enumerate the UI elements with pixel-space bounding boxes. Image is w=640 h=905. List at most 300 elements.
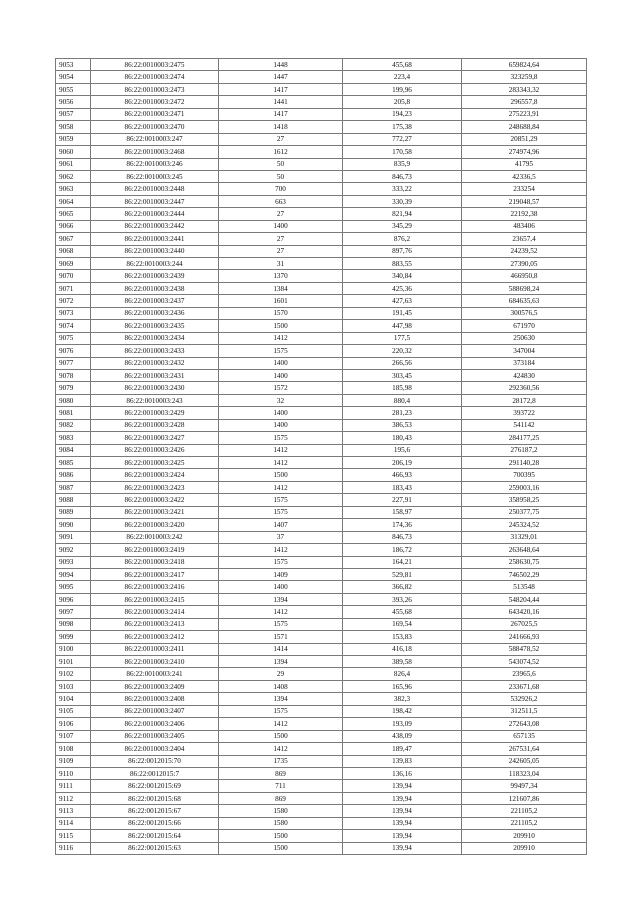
rate-cell: 194,23: [343, 108, 462, 120]
table-row: [56, 394, 587, 406]
value-cell: 209910: [462, 830, 587, 842]
row-number-cell: 9056: [56, 96, 91, 108]
value-cell: 483406: [462, 220, 587, 232]
row-number-cell: 9079: [56, 382, 91, 394]
rate-cell: 174,36: [343, 519, 462, 531]
rate-cell: 223,4: [343, 71, 462, 83]
table-row: [56, 457, 587, 469]
area-cell: 27: [219, 208, 343, 220]
rate-cell: 177,5: [343, 332, 462, 344]
rate-cell: 455,68: [343, 59, 462, 71]
row-number-cell: 9073: [56, 307, 91, 319]
value-cell: 643420,16: [462, 606, 587, 618]
cadastral-number-cell: 86:22:0010003:244: [91, 258, 219, 270]
area-cell: 1414: [219, 643, 343, 655]
rate-cell: 382,3: [343, 693, 462, 705]
area-cell: 711: [219, 780, 343, 792]
table-row: [56, 718, 587, 730]
value-cell: 274974,96: [462, 146, 587, 158]
rate-cell: 206,19: [343, 457, 462, 469]
row-number-cell: 9075: [56, 332, 91, 344]
table-row: [56, 146, 587, 158]
rate-cell: 427,63: [343, 295, 462, 307]
area-cell: 1575: [219, 618, 343, 630]
cadastral-number-cell: 86:22:0010003:2425: [91, 457, 219, 469]
table-row: [56, 71, 587, 83]
rate-cell: 386,53: [343, 419, 462, 431]
row-number-cell: 9059: [56, 133, 91, 145]
row-number-cell: 9109: [56, 755, 91, 767]
rate-cell: 191,45: [343, 307, 462, 319]
area-cell: 1400: [219, 419, 343, 431]
row-number-cell: 9062: [56, 170, 91, 182]
area-cell: 1417: [219, 83, 343, 95]
value-cell: 588698,24: [462, 282, 587, 294]
area-cell: 27: [219, 133, 343, 145]
cadastral-number-cell: 86:22:0010003:2435: [91, 320, 219, 332]
value-cell: 263648,64: [462, 544, 587, 556]
area-cell: 27: [219, 233, 343, 245]
rate-cell: 772,27: [343, 133, 462, 145]
value-cell: 548204,44: [462, 593, 587, 605]
rate-cell: 139,94: [343, 817, 462, 829]
row-number-cell: 9064: [56, 195, 91, 207]
cadastral-number-cell: 86:22:0010003:2411: [91, 643, 219, 655]
row-number-cell: 9061: [56, 158, 91, 170]
rate-cell: 455,68: [343, 606, 462, 618]
row-number-cell: 9084: [56, 444, 91, 456]
rate-cell: 199,96: [343, 83, 462, 95]
table-row: [56, 680, 587, 692]
value-cell: 424830: [462, 369, 587, 381]
table-row: [56, 606, 587, 618]
row-number-cell: 9106: [56, 718, 91, 730]
rate-cell: 266,56: [343, 357, 462, 369]
row-number-cell: 9060: [56, 146, 91, 158]
value-cell: 671970: [462, 320, 587, 332]
area-cell: 1400: [219, 357, 343, 369]
value-cell: 393722: [462, 407, 587, 419]
value-cell: 657135: [462, 730, 587, 742]
area-cell: 1412: [219, 481, 343, 493]
area-cell: 1575: [219, 705, 343, 717]
table-row: [56, 183, 587, 195]
area-cell: 1500: [219, 830, 343, 842]
cadastral-number-cell: 86:22:0012015:67: [91, 805, 219, 817]
cadastral-number-cell: 86:22:0010003:2427: [91, 432, 219, 444]
data-table: [55, 58, 587, 855]
area-cell: 1735: [219, 755, 343, 767]
cadastral-number-cell: 86:22:0010003:2439: [91, 270, 219, 282]
rate-cell: 303,45: [343, 369, 462, 381]
table-row: [56, 270, 587, 282]
row-number-cell: 9108: [56, 743, 91, 755]
table-row: [56, 544, 587, 556]
value-cell: 221105,2: [462, 817, 587, 829]
cadastral-number-cell: 86:22:0010003:2415: [91, 593, 219, 605]
row-number-cell: 9087: [56, 481, 91, 493]
row-number-cell: 9111: [56, 780, 91, 792]
area-cell: 1500: [219, 730, 343, 742]
table-row: [56, 444, 587, 456]
row-number-cell: 9107: [56, 730, 91, 742]
cadastral-number-cell: 86:22:0010003:241: [91, 668, 219, 680]
table-row: [56, 842, 587, 854]
row-number-cell: 9095: [56, 581, 91, 593]
area-cell: 1448: [219, 59, 343, 71]
value-cell: 22192,38: [462, 208, 587, 220]
table-row: [56, 320, 587, 332]
value-cell: 347004: [462, 345, 587, 357]
area-cell: 1447: [219, 71, 343, 83]
cadastral-number-cell: 86:22:0010003:2414: [91, 606, 219, 618]
table-row: [56, 357, 587, 369]
rate-cell: 425,36: [343, 282, 462, 294]
rate-cell: 340,84: [343, 270, 462, 282]
table-row: [56, 469, 587, 481]
cadastral-number-cell: 86:22:0010003:2417: [91, 568, 219, 580]
area-cell: 1394: [219, 693, 343, 705]
area-cell: 1575: [219, 506, 343, 518]
area-cell: 1500: [219, 469, 343, 481]
rate-cell: 198,42: [343, 705, 462, 717]
rate-cell: 193,09: [343, 718, 462, 730]
cadastral-number-cell: 86:22:0010003:2437: [91, 295, 219, 307]
value-cell: 242605,05: [462, 755, 587, 767]
row-number-cell: 9066: [56, 220, 91, 232]
area-cell: 1412: [219, 457, 343, 469]
row-number-cell: 9067: [56, 233, 91, 245]
cadastral-number-cell: 86:22:0010003:2436: [91, 307, 219, 319]
rate-cell: 195,6: [343, 444, 462, 456]
table-row: [56, 494, 587, 506]
table-row: [56, 258, 587, 270]
cadastral-number-cell: 86:22:0010003:2438: [91, 282, 219, 294]
cadastral-number-cell: 86:22:0010003:2428: [91, 419, 219, 431]
area-cell: 1580: [219, 805, 343, 817]
cadastral-number-cell: 86:22:0012015:64: [91, 830, 219, 842]
table-row: [56, 96, 587, 108]
rate-cell: 139,94: [343, 830, 462, 842]
value-cell: 373184: [462, 357, 587, 369]
table-row: [56, 195, 587, 207]
rate-cell: 189,47: [343, 743, 462, 755]
table-row: [56, 83, 587, 95]
value-cell: 312511,5: [462, 705, 587, 717]
rate-cell: 136,16: [343, 767, 462, 779]
row-number-cell: 9072: [56, 295, 91, 307]
rate-cell: 186,72: [343, 544, 462, 556]
row-number-cell: 9081: [56, 407, 91, 419]
table-row: [56, 767, 587, 779]
table-row: [56, 307, 587, 319]
table-row: [56, 220, 587, 232]
value-cell: 233254: [462, 183, 587, 195]
row-number-cell: 9083: [56, 432, 91, 444]
value-cell: 241666,93: [462, 631, 587, 643]
row-number-cell: 9103: [56, 680, 91, 692]
value-cell: 700395: [462, 469, 587, 481]
rate-cell: 175,38: [343, 121, 462, 133]
row-number-cell: 9114: [56, 817, 91, 829]
rate-cell: 164,21: [343, 556, 462, 568]
cadastral-number-cell: 86:22:0010003:2420: [91, 519, 219, 531]
area-cell: 1400: [219, 220, 343, 232]
value-cell: 23965,6: [462, 668, 587, 680]
cadastral-number-cell: 86:22:0010003:2418: [91, 556, 219, 568]
rate-cell: 821,94: [343, 208, 462, 220]
value-cell: 276187,2: [462, 444, 587, 456]
value-cell: 684635,63: [462, 295, 587, 307]
area-cell: 1400: [219, 581, 343, 593]
value-cell: 219048,57: [462, 195, 587, 207]
row-number-cell: 9098: [56, 618, 91, 630]
table-row: [56, 693, 587, 705]
area-cell: 1575: [219, 345, 343, 357]
row-number-cell: 9115: [56, 830, 91, 842]
row-number-cell: 9082: [56, 419, 91, 431]
cadastral-number-cell: 86:22:0010003:2405: [91, 730, 219, 742]
table-row: [56, 593, 587, 605]
cadastral-number-cell: 86:22:0010003:2472: [91, 96, 219, 108]
cadastral-number-cell: 86:22:0010003:2471: [91, 108, 219, 120]
table-row: [56, 730, 587, 742]
area-cell: 1500: [219, 842, 343, 854]
cadastral-number-cell: 86:22:0010003:2430: [91, 382, 219, 394]
table-row: [56, 245, 587, 257]
rate-cell: 183,43: [343, 481, 462, 493]
table-row: [56, 407, 587, 419]
area-cell: 1384: [219, 282, 343, 294]
row-number-cell: 9100: [56, 643, 91, 655]
rate-cell: 180,43: [343, 432, 462, 444]
row-number-cell: 9054: [56, 71, 91, 83]
cadastral-number-cell: 86:22:0010003:2408: [91, 693, 219, 705]
row-number-cell: 9091: [56, 531, 91, 543]
row-number-cell: 9102: [56, 668, 91, 680]
value-cell: 250630: [462, 332, 587, 344]
cadastral-number-cell: 86:22:0010003:2441: [91, 233, 219, 245]
area-cell: 29: [219, 668, 343, 680]
row-number-cell: 9096: [56, 593, 91, 605]
area-cell: 32: [219, 394, 343, 406]
row-number-cell: 9089: [56, 506, 91, 518]
row-number-cell: 9057: [56, 108, 91, 120]
cadastral-number-cell: 86:22:0010003:2416: [91, 581, 219, 593]
table-row: [56, 568, 587, 580]
area-cell: 869: [219, 767, 343, 779]
row-number-cell: 9063: [56, 183, 91, 195]
value-cell: 532926,2: [462, 693, 587, 705]
row-number-cell: 9078: [56, 369, 91, 381]
cadastral-number-cell: 86:22:0010003:2448: [91, 183, 219, 195]
value-cell: 245324,52: [462, 519, 587, 531]
row-number-cell: 9058: [56, 121, 91, 133]
table-row: [56, 108, 587, 120]
row-number-cell: 9085: [56, 457, 91, 469]
cadastral-number-cell: 86:22:0010003:2473: [91, 83, 219, 95]
area-cell: 1500: [219, 320, 343, 332]
table-row: [56, 432, 587, 444]
value-cell: 233671,68: [462, 680, 587, 692]
cadastral-number-cell: 86:22:0010003:247: [91, 133, 219, 145]
area-cell: 663: [219, 195, 343, 207]
rate-cell: 227,91: [343, 494, 462, 506]
value-cell: 24239,52: [462, 245, 587, 257]
table-row: [56, 656, 587, 668]
area-cell: 700: [219, 183, 343, 195]
row-number-cell: 9076: [56, 345, 91, 357]
row-number-cell: 9069: [56, 258, 91, 270]
value-cell: 296557,8: [462, 96, 587, 108]
rate-cell: 205,8: [343, 96, 462, 108]
rate-cell: 139,94: [343, 780, 462, 792]
table-row: [56, 531, 587, 543]
table-row: [56, 817, 587, 829]
area-cell: 1580: [219, 817, 343, 829]
table-row: [56, 830, 587, 842]
row-number-cell: 9093: [56, 556, 91, 568]
row-number-cell: 9055: [56, 83, 91, 95]
area-cell: 50: [219, 158, 343, 170]
area-cell: 1575: [219, 432, 343, 444]
table-body: [56, 59, 587, 855]
cadastral-number-cell: 86:22:0010003:2429: [91, 407, 219, 419]
table-row: [56, 618, 587, 630]
area-cell: 1412: [219, 444, 343, 456]
row-number-cell: 9092: [56, 544, 91, 556]
area-cell: 1417: [219, 108, 343, 120]
cadastral-number-cell: 86:22:0012015:7: [91, 767, 219, 779]
cadastral-number-cell: 86:22:0010003:2413: [91, 618, 219, 630]
value-cell: 541142: [462, 419, 587, 431]
cadastral-number-cell: 86:22:0010003:2475: [91, 59, 219, 71]
area-cell: 27: [219, 245, 343, 257]
row-number-cell: 9113: [56, 805, 91, 817]
rate-cell: 393,26: [343, 593, 462, 605]
rate-cell: 366,82: [343, 581, 462, 593]
area-cell: 1394: [219, 656, 343, 668]
cadastral-number-cell: 86:22:0010003:2470: [91, 121, 219, 133]
cadastral-number-cell: 86:22:0010003:2421: [91, 506, 219, 518]
table-row: [56, 743, 587, 755]
rate-cell: 153,83: [343, 631, 462, 643]
cadastral-number-cell: 86:22:0010003:2422: [91, 494, 219, 506]
area-cell: 1408: [219, 680, 343, 692]
value-cell: 41795: [462, 158, 587, 170]
value-cell: 248688,84: [462, 121, 587, 133]
value-cell: 31329,01: [462, 531, 587, 543]
value-cell: 358958,25: [462, 494, 587, 506]
cadastral-number-cell: 86:22:0010003:2409: [91, 680, 219, 692]
row-number-cell: 9101: [56, 656, 91, 668]
table-row: [56, 121, 587, 133]
row-number-cell: 9068: [56, 245, 91, 257]
value-cell: 221105,2: [462, 805, 587, 817]
area-cell: 1412: [219, 544, 343, 556]
table-row: [56, 581, 587, 593]
cadastral-number-cell: 86:22:0010003:243: [91, 394, 219, 406]
rate-cell: 158,97: [343, 506, 462, 518]
value-cell: 323259,8: [462, 71, 587, 83]
cadastral-number-cell: 86:22:0010003:242: [91, 531, 219, 543]
table-row: [56, 133, 587, 145]
table-row: [56, 59, 587, 71]
value-cell: 588478,52: [462, 643, 587, 655]
table-row: [56, 481, 587, 493]
value-cell: 283343,32: [462, 83, 587, 95]
row-number-cell: 9086: [56, 469, 91, 481]
area-cell: 1412: [219, 718, 343, 730]
table-row: [56, 556, 587, 568]
value-cell: 259003,16: [462, 481, 587, 493]
rate-cell: 529,81: [343, 568, 462, 580]
cadastral-number-cell: 86:22:0010003:2407: [91, 705, 219, 717]
cadastral-number-cell: 86:22:0010003:2406: [91, 718, 219, 730]
value-cell: 275223,91: [462, 108, 587, 120]
rate-cell: 389,58: [343, 656, 462, 668]
table-row: [56, 170, 587, 182]
rate-cell: 466,93: [343, 469, 462, 481]
table-row: [56, 332, 587, 344]
rate-cell: 139,94: [343, 805, 462, 817]
value-cell: 292360,56: [462, 382, 587, 394]
cadastral-number-cell: 86:22:0010003:2432: [91, 357, 219, 369]
rate-cell: 139,94: [343, 792, 462, 804]
cadastral-number-cell: 86:22:0010003:2440: [91, 245, 219, 257]
row-number-cell: 9053: [56, 59, 91, 71]
row-number-cell: 9065: [56, 208, 91, 220]
value-cell: 27390,05: [462, 258, 587, 270]
table-row: [56, 295, 587, 307]
cadastral-number-cell: 86:22:0010003:2447: [91, 195, 219, 207]
cadastral-number-cell: 86:22:0010003:2474: [91, 71, 219, 83]
rate-cell: 846,73: [343, 531, 462, 543]
row-number-cell: 9112: [56, 792, 91, 804]
value-cell: 121607,86: [462, 792, 587, 804]
cadastral-number-cell: 86:22:0010003:2442: [91, 220, 219, 232]
row-number-cell: 9077: [56, 357, 91, 369]
cadastral-number-cell: 86:22:0010003:2444: [91, 208, 219, 220]
area-cell: 1412: [219, 606, 343, 618]
cadastral-number-cell: 86:22:0010003:2412: [91, 631, 219, 643]
value-cell: 28172,8: [462, 394, 587, 406]
row-number-cell: 9097: [56, 606, 91, 618]
rate-cell: 416,18: [343, 643, 462, 655]
table-row: [56, 755, 587, 767]
table-row: [56, 369, 587, 381]
value-cell: 513548: [462, 581, 587, 593]
rate-cell: 846,73: [343, 170, 462, 182]
area-cell: 1400: [219, 407, 343, 419]
row-number-cell: 9116: [56, 842, 91, 854]
area-cell: 1575: [219, 494, 343, 506]
cadastral-number-cell: 86:22:0010003:2468: [91, 146, 219, 158]
rate-cell: 281,23: [343, 407, 462, 419]
table-row: [56, 668, 587, 680]
area-cell: 1418: [219, 121, 343, 133]
rate-cell: 438,09: [343, 730, 462, 742]
value-cell: 267025,5: [462, 618, 587, 630]
rate-cell: 165,96: [343, 680, 462, 692]
area-cell: 1412: [219, 743, 343, 755]
cadastral-number-cell: 86:22:0010003:2431: [91, 369, 219, 381]
value-cell: 284177,25: [462, 432, 587, 444]
area-cell: 1441: [219, 96, 343, 108]
cadastral-number-cell: 86:22:0010003:2410: [91, 656, 219, 668]
rate-cell: 897,76: [343, 245, 462, 257]
rate-cell: 345,29: [343, 220, 462, 232]
